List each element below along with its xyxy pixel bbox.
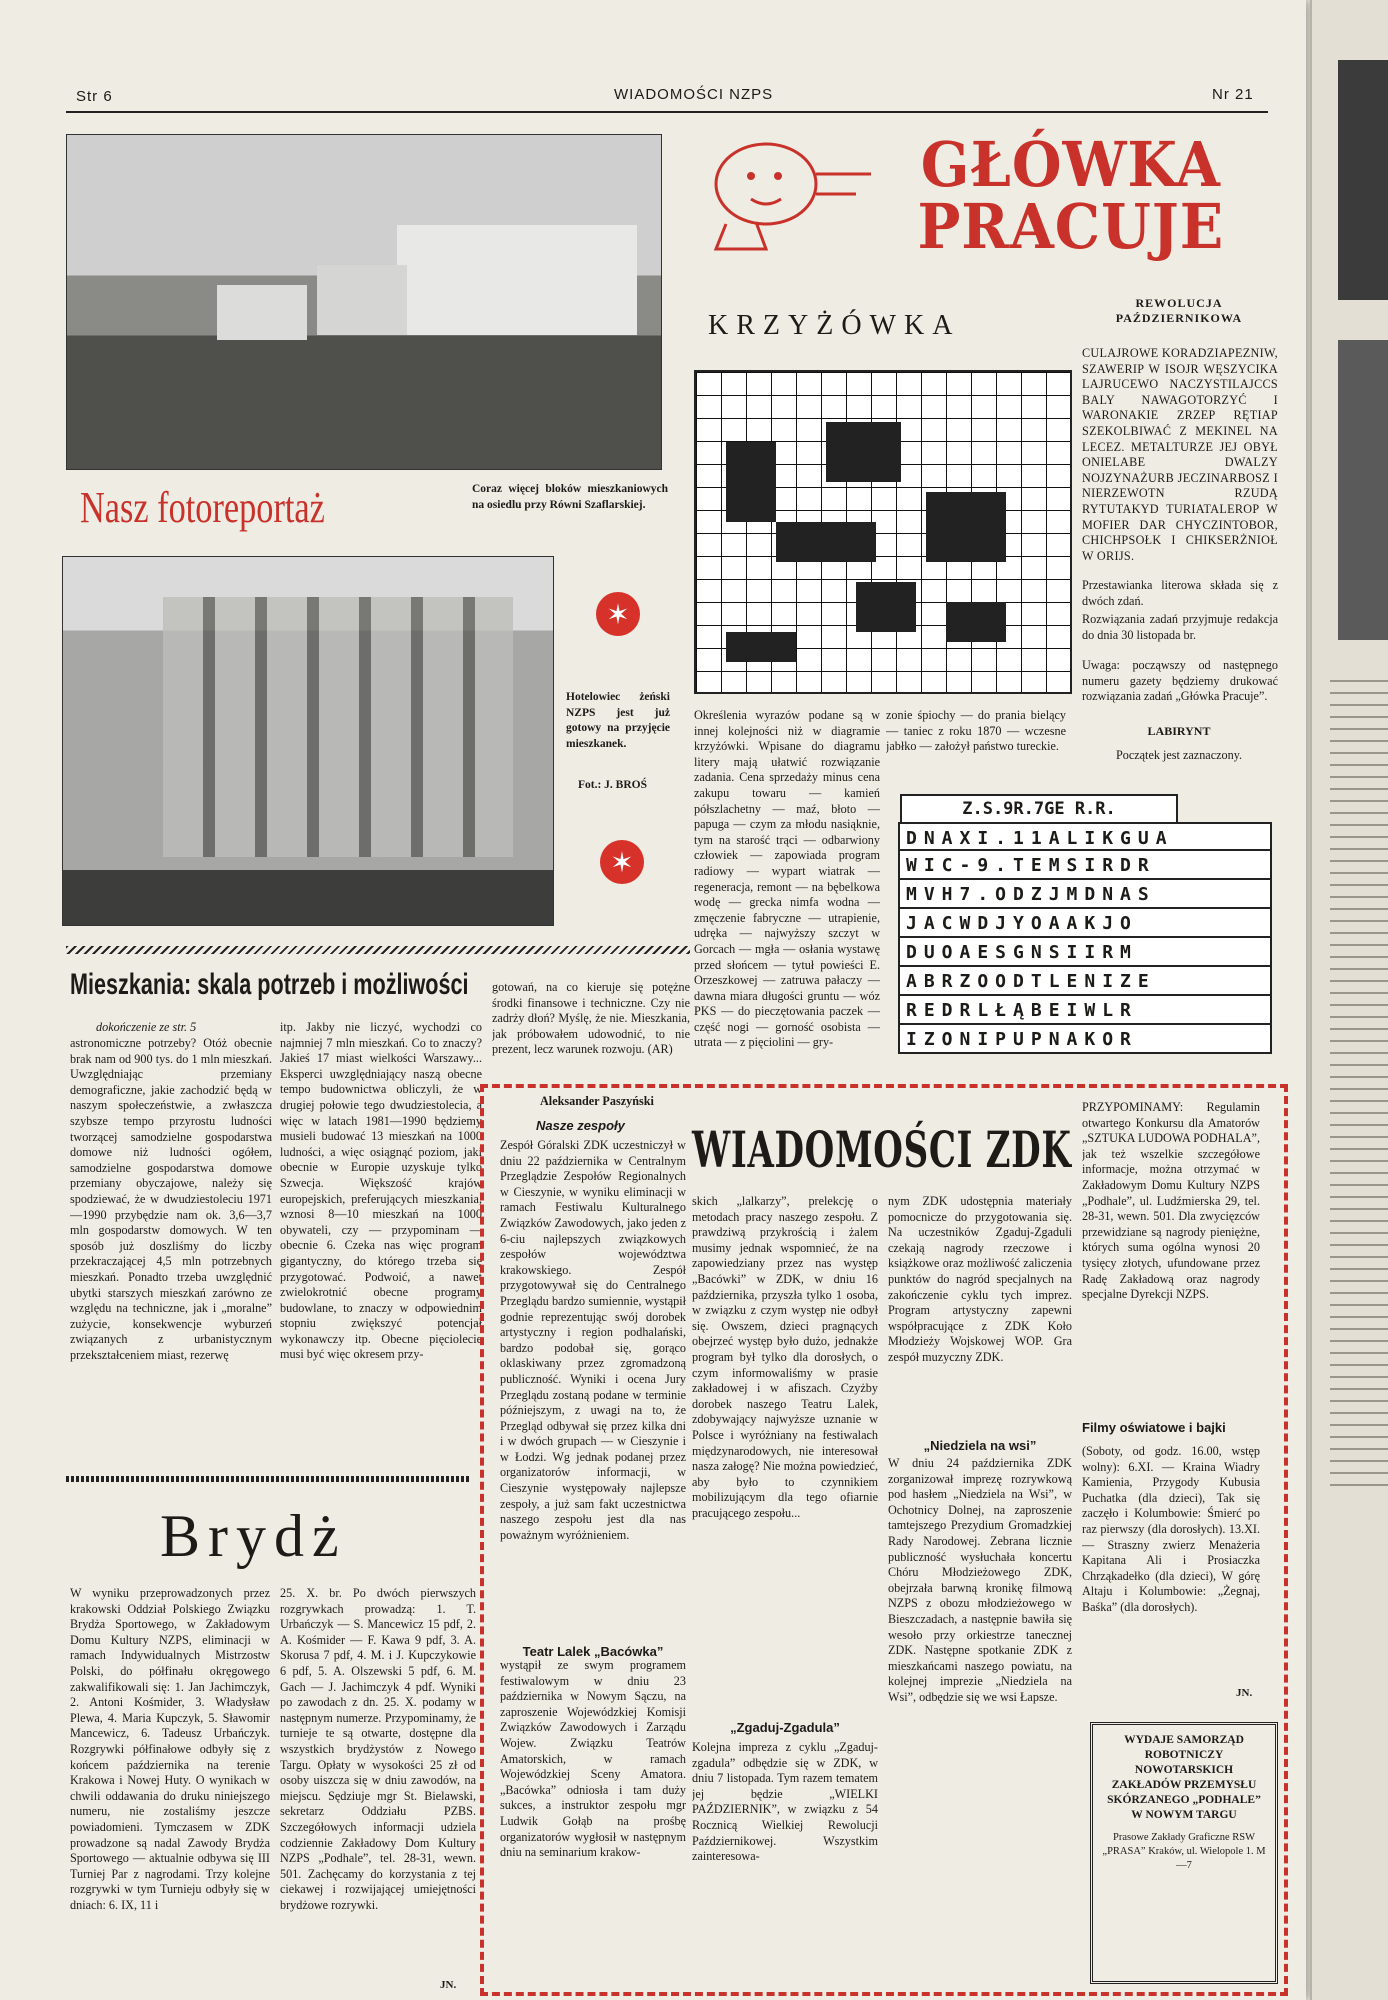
red-star-icon: ✶ (600, 840, 644, 884)
revolution-puzzle: CULAJROWE KORADZIAPEZNIW, SZAWERIP W ISOJR WĘSZYCIKA LAJRUCEWO NACZYSTILAJCCS BALY NAWAGOTORZYĆ I WARONAKIE ZRZEP RĘTIAP SZEKOLBIWAĆ Z MEKINEL NA LECEZ. METALTURZE JEJ OBYŁ ONIELABE DWALZY NOJZYNAŻURB JECZINARBOSZ I NIERZEWOTN RZUDĄ RYTUTAKYD TURIATALEROP W MOFIER DAR CHYCZINTOBOR, CHICHPSOŁK I CHIKSERŻNIOŁ W ORIJS. (1082, 346, 1278, 563)
labyrinth-title: LABIRYNT (1147, 724, 1211, 738)
zdk-title: WIADOMOŚCI ZDK (692, 1120, 1072, 1179)
films-title: Filmy oświatowe i bajki (1082, 1420, 1226, 1435)
labyrinth-row: JACWDJYOAAKJO (898, 909, 1272, 938)
labyrinth-row: ABRZOODTLENIZE (898, 967, 1272, 996)
adjacent-page-strip (1310, 0, 1388, 2000)
photo-caption-hostel: Hotelowiec żeński NZPS jest już gotowy na przyjęcie mieszkanek. (566, 691, 670, 750)
zgaduj-text: Kolejna impreza z cyklu „Zgaduj-zgadula” odbędzie się w ZDK, w dniu 7 listopada. Tym razem tematem jej będzie „WIELKI PAŹDZIERNIK”, w związku z 54 Rocznicą Wielkiej Rewolucji Październikowej. Wszystkim zainteresowa- (692, 1740, 878, 1864)
films-text: (Soboty, od godz. 16.00, wstęp wolny): 6.XI. — Kraina Wiadry Kamienia, Przygody Kubusia Puchatka (dla dzieci), Tak się zaczęło i Kolumbowie: Śmierć po raz pierwszy (dla dorosłych). 13.XI. — Straszny zwierz Menażeria Kapitana Ali i Prosiaczka Chrząkadełko (dla dzieci), W górę Altaju i Kolumbowie: „Żegnaj, Baśka” (dla dorosłych). (1082, 1444, 1260, 1614)
housing-col-1: astronomiczne potrzeby? Otóż obecnie brak nam od 900 tys. do 1 mln mieszkań. Uwzględniając przemiany demograficzne, jakie zachodzić będą w naszym społeczeństwie, a zwłaszcza szybsze tempo przyrostu ludności tworzącej samodzielne gospodarstwa domowe niż ludności ogółem, samodzielne gospodarstwa domowe przemiany obyczajowe, należy się spodziewać, że w dwudziestoleciu 1971—1990 przybędzie nam ok. 3,6—3,7 mln gospodarstw domowych. W ten sposób już doszliśmy do liczby przekraczającej 4,5 mln potrzebnych mieszkań. Ponadto trzeba uwzględnić ubytki starszych mieszkań zarówno ze względu na techniczne, jak i „moralne” zużycie, konsekwencje wyburzeń związanych z urbanistycznym przekształceniem miast, rezerwę (70, 1036, 272, 1362)
zdk-nasze-title: Nasze zespoły (536, 1118, 625, 1133)
imprint-publisher: WYDAJE SAMORZĄD ROBOTNICZY NOWOTARSKICH ZAKŁADÓW PRZEMYSŁU SKÓRZANEGO „PODHALE” W NOWYM TARGU (1107, 1734, 1261, 1821)
photo-credit: Fot.: J. BROŚ (578, 779, 647, 791)
labyrinth-row: DNAXI.11ALIKGUA (898, 822, 1272, 851)
zdk-col-3: nym ZDK udostępnia materiały pomocnicze do przygotowania się. Na uczestników Zgaduj-Zgaduli czekają nagrody rzeczowe i książkowe oraz możliwość zaliczenia punktów do nagród specjalnych na zakończenie cyklu tych imprez. Program artystyczny zapewni współpracujące z ZDK Koło Młodzieży Wojskowej WOP. Gra zespół muzyczny ZDK. (888, 1194, 1072, 1364)
crossword-grid[interactable] (694, 370, 1072, 694)
newspaper-name: WIADOMOŚCI NZPS (614, 86, 774, 103)
page-number: Str 6 (76, 88, 113, 105)
issue-number: Nr 21 (1212, 86, 1254, 103)
housing-author: Aleksander Paszyński (540, 1094, 654, 1108)
niedziela-text: W dniu 24 października ZDK zorganizował imprezę rozrywkową pod hasłem „Niedziela na Wsi”, w Ochotnicy Dolnej, na zaproszenie tamtejszego Prezydium Gromadzkiej Rady Narodowej. Zebrana licznie publiczność wysłuchała koncertu Chóru Młodzieżowego ZDK, obejrzała barwną kronikę filmową NZPS z obozu młodzieżowego w Bieszczadach, a następnie bawiła się wesoło przy orkiestrze tanecznej ZDK. Następne spotkanie ZDK z mieszkańcami naszego powiatu, na kolejnej imprezie „Niedziela na Wsi”, odbędzie się we wsi Łapsze. (888, 1456, 1072, 1704)
labyrinth-top: Z.S.9R.7GE R.R. (900, 794, 1178, 824)
imprint-printer: Prasowe Zakłady Graficzne RSW „PRASA” Kraków, ul. Wielopole 1. M—7 (1102, 1832, 1266, 1871)
hatched-divider (66, 946, 690, 954)
crossword-clues: Określenia wyrazów podane są w innej kolejności niż w diagramie krzyżówki. Wpisane do diagramu litery mają ułatwić rozwiązanie zadania. Cena sprzedaży minus cena zakupu towaru — kamień półszlachetny — maź, błoto — papuga — czym za młodu nasiąknie, tym na starość trąci — odbarwiony człowiek — zapowiada program radiowy — wypart wiatrak — regeneracja, remont — na bębelkowa wodę — grecka nimfa wodna — zmęczenie fabryczne — utrapienie, udręka — najwyższy szczyt w Gorcach — mgła — osłania wystawę przed słońcem — tytuł powieści E. Orzeszkowej — zatruwa pałaczy — dawna miara długości gruntu — wóz PKS — do pieczętowania paczek — część nogi — gorność osobista — utrata — z pięciolini — gry- (694, 708, 880, 1050)
crossword-clues-end: zonie śpiochy — do prania bielący — taniec z roku 1870 — wczesne jabłko — założył państwo tureckie. (886, 708, 1066, 754)
housing-lead: dokończenie ze str. 5 (96, 1020, 197, 1034)
deadline-note: Rozwiązania zadań przyjmuje redakcja do dnia 30 listopada br. (1082, 612, 1278, 642)
zdk-col-4: PRZYPOMINAMY: Regulamin otwartego Konkursu dla Amatorów „SZTUKA LUDOWA PODHALA”, jak też wszelkie szczegółowe informacje, można otrzymać w Zakładowym Domu Kultury NZPS „Podhale”, ul. Ludźmierska 29, tel. 28-31, wewn. 501. Dla zwycięzców przewidziane są nagrody pieniężne, których suma ogólna wynosi 20 tysięcy złotych, ufundowane przez Radę Zakładową oraz nagrody specjalne Dyrekcji NZPS. (1082, 1100, 1260, 1302)
revolution-note: Przestawianka literowa składa się z dwóch zdań. (1082, 578, 1278, 608)
teatr-title: Teatr Lalek „Bacówka” (522, 1644, 664, 1659)
housing-col-2: itp. Jakby nie liczyć, wychodzi co najmniej 7 mln mieszkań. Co to znaczy? Jakieś 17 miast wielkości Warszawy... Eksperci uwzględniający naszą obecne tempo budownictwa obliczyli, że w drugiej połowie tego dwudziestolecia, a więc w latach 1981—1990 będziemy musieli budować 13 mieszkań na 1000 ludności, a więc osiągnąć poziom, jaki obecnie w Europie uzyskuje tylko Szwecja. Większość krajów europejskich, preferujących mieszkania, wznosi 8—10 mieszkań na 1000 obywateli, czy — przypominam — obecnie 6. Czeka nas więc program gigantyczny, do którego trzeba się przygotować. Podwoić, a nawet zwielokrotnić obecne programy budowlane, to znaczy w odpowiednim stopniu zwiększyć potencjał wykonawczy itp. Obecne pięciolecie musi być więc okresem przy- (280, 1020, 482, 1362)
labyrinth-row: REDRLŁĄBEIWLR (898, 996, 1272, 1025)
bridge-title: Brydż (160, 1503, 347, 1569)
labyrinth-row: IZONIPUPNAKOR (898, 1025, 1272, 1054)
photo-caption-blocks: Coraz więcej bloków mieszkaniowych na osiedlu przy Równi Szaflarskiej. (472, 483, 668, 511)
housing-col-3: gotowań, na co kieruje się potężne środki finansowe i techniczne. Czy nie zadrży dłoń? Myślę, że nie. Mieszkania, jak próbowałem udowodnić, to nie prezent, lecz warunek rozwoju. (AR) (492, 980, 690, 1057)
housing-title: Mieszkania: skala potrzeb i możliwości (70, 968, 469, 1001)
labyrinth-row: WIC-9.TEMSIRDR (898, 851, 1272, 880)
revolution-title: REWOLUCJA PAŹDZIERNIKOWA (1115, 296, 1243, 325)
bridge-sign: JN. (440, 1979, 457, 1991)
puzzle-banner: GŁÓWKA PRACUJE (917, 128, 1225, 263)
photo-apartment-blocks (66, 134, 662, 470)
bridge-col-2: 25. X. br. Po dwóch pierwszych rozgrywkach prowadzą: 1. T. Urbańczyk — S. Mancewicz 15 pdf, 2. A. Kośmider — F. Kawa 9 pdf, 3. A. Skorusa 7 pdf, 4. M. i J. Kupczykowie 6 pdf, 5. A. Olszewski 5 pdf, 6. M. Gach — J. Jachimczyk 4 pdf. Wyniki po zawodach z dn. 25. X. podamy w następnym numerze. Przypominamy, że turnieje te są otwarte, dostępne dla wszystkich brydżystów z Nowego Targu. Opłaty w wysokości 25 zł od osoby uiszcza się w dniu zawodów, na miejscu. Sędziuje mgr St. Bielawski, sekretarz Oddziału PZBS. Szczegółowych informacji udziela codziennie Zakładowy Dom Kultury NZPS „Podhale”, tel. 28-31, wewn. 501. Zachęcamy do korzystania z tej ciekawej i rozwijającej umiejętności brydżowe rozrywki. (280, 1586, 476, 1912)
labyrinth-note: Początek jest zaznaczony. (1115, 748, 1243, 762)
niedziela-title: „Niedziela na wsi” (923, 1438, 1037, 1453)
teatr-text: wystąpił ze swym programem festiwalowym w dniu 23 października w Nowym Sączu, na zaproszenie Wojewódzkiej Komisji Związków Zawodowych i Zarządu Wojew. Związku Teatrów Amatorskich, w ramach Wojewódzkiej Sceny Amatora. „Bacówka” odniosła i tam duży sukces, a instruktor zespołu mgr Ludwik Gołąb na prośbę organizatorów wygłosił w następnym dniu na seminarium krakow- (500, 1658, 686, 1860)
zgaduj-title: „Zgaduj-Zgadula” (730, 1720, 840, 1735)
red-star-icon: ✶ (596, 592, 640, 636)
imprint-box (1090, 1722, 1278, 1984)
photo-hostel (62, 556, 554, 926)
zdk-col-2: skich „lalkarzy”, prelekcję o metodach pracy naszego zespołu. Z prawdziwą przykrością i żalem musimy jednak wspomnieć, że na zapowiedziany przez nas występ „Bacówki” w ZDK, w dniu 16 października, przyszła tylko 1 osoba, w związku z czym występ nie odbył się. Owszem, dzieci pragnących obejrzeć występ było dużo, jednakże program był tylko dla dorosłych, o czym informowaliśmy w prasie zakładowej i w afiszach. Czyżby dorobek naszego Teatru Lalek, zdobywający najwyższe uznanie w Polsce i wyróżniany na festiwalach międzynarodowych, nie interesował nasza załogę? Nie można powiedzieć, aby było to czynnikiem mobilizującym dla tego ofiarnie pracującego zespołu... (692, 1194, 878, 1520)
crossword-title: KRZYŻÓWKA (708, 310, 961, 341)
dotted-divider (66, 1476, 470, 1482)
zdk-col-1: Zespół Góralski ZDK uczestniczył w dniu 22 października w Centralnym Przeglądzie Zespołów Regionalnych w Cieszynie, w wyniku eliminacji w ramach Festiwalu Kulturalnego Związków Zawodowych, jako jeden z 6-ciu najlepszych związkowych zespołów województwa krakowskiego. Zespół przygotowywał się do Centralnego Przeglądu bardzo sumiennie, wystąpił godnie reprezentując swój dorobek artystyczny i region podhalański, bardzo podobał się, gorąco oklaskiwany przez zgromadzoną publiczność. Wyniki i ocena Jury Przeglądu zostaną podane w terminie późniejszym, z uwagi na to, że Przegląd odbywał się przez kilka dni i w dwóch grupach — w Cieszynie i w Łodzi. Wg jednak podanej przez organizatorów informacji, w Cieszynie występowały najlepsze zespoły, a już sam fakt uczestnictwa naszego zespołu jest dla nas poważnym wyróżnieniem. (500, 1138, 686, 1542)
thinking-head-illustration (706, 134, 876, 254)
header-rule (66, 111, 1268, 113)
labyrinth-grid[interactable] (898, 822, 1272, 1064)
bridge-col-1: W wyniku przeprowadzonych przez krakowski Oddział Polskiego Związku Brydża Sportowego, w Zakładowym Domu Kultury NZPS, eliminacji w ramach Indywidualnych Mistrzostw Polski, do półfinału okręgowego zakwalifikowali się: 1. Jan Jachimczyk, 2. Antoni Kośmider, 3. Władysław Plewa, 4. Maria Kupczyk, 5. Sławomir Mancewicz, 6. Tadeusz Urbańczyk. Rozgrywki półfinałowe odbyły się z końcem października na terenie Krakowa i Nowej Huty. O wynikach w chwili oddawania do druku niniejszego numeru, nie zostaliśmy jeszcze powiadomieni. Tymczasem w ZDK prowadzone są nadal Zawody Brydża Sportowego — aktualnie odbywa się III Turniej Par z nagrodami. Trzy kolejne rozgrywki w tym Turnieju odbyły się w dniach: 6. IX, 11 i (70, 1586, 270, 1912)
photo-report-title: Nasz fotoreportaż (80, 483, 325, 532)
labyrinth-row: MVH7.ODZJMDNAS (898, 880, 1272, 909)
labyrinth-row: DUOAESGNSIIRM (898, 938, 1272, 967)
solutions-note: Uwaga: począwszy od następnego numeru gazety będziemy drukować rozwiązania zadań „Główka Pracuje”. (1082, 658, 1278, 704)
zdk-sign: JN. (1236, 1687, 1253, 1699)
